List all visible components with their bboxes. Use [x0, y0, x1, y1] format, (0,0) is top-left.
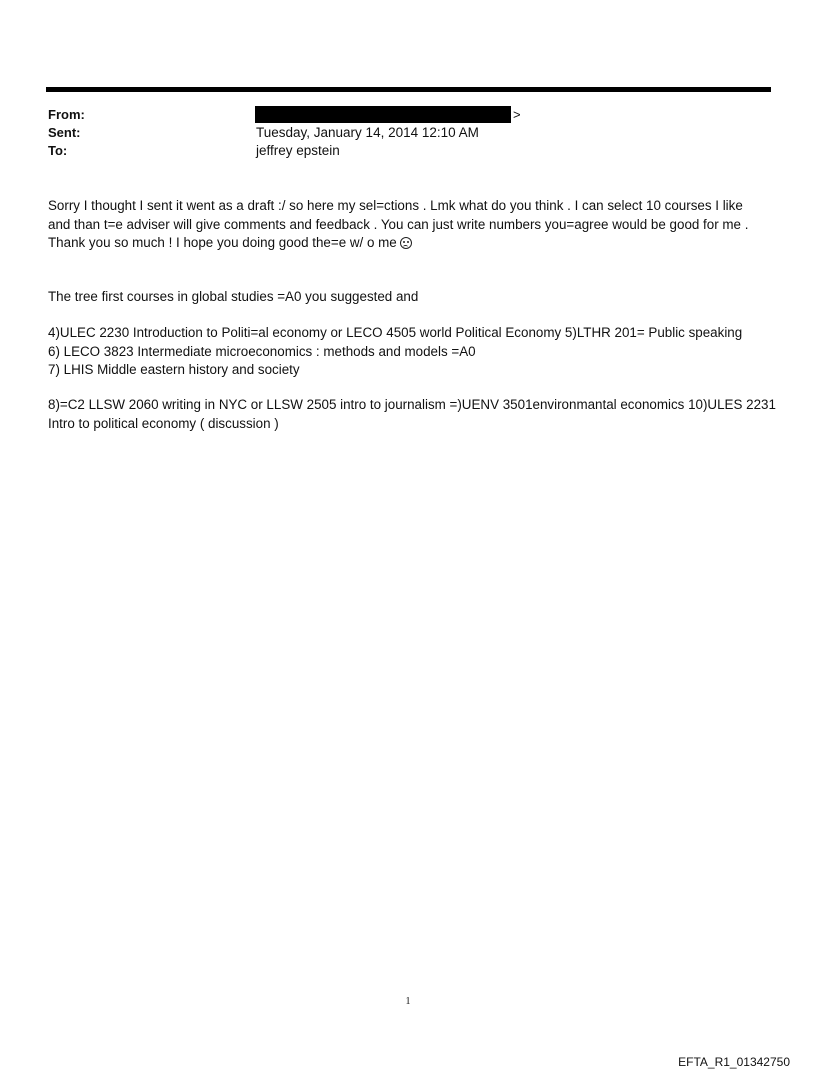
body-paragraph-1 — [48, 197, 773, 253]
document-id: EFTA_R1_01342750 — [678, 1055, 790, 1069]
from-label: From: — [48, 107, 85, 122]
sent-value: Tuesday, January 14, 2014 12:10 AM — [256, 125, 479, 140]
body-line: 4)ULEC 2230 Introduction to Politi=al economy or LECO 4505 world Political Economy 5)LTHR 201= Public speaking — [48, 325, 743, 340]
body-line: Intro to political economy ( discussion ) — [48, 415, 279, 431]
page-number: 1 — [405, 996, 411, 1007]
body-line: 8)=C2 LLSW 2060 writing in NYC or LLSW 2505 intro to journalism =)UENV 3501environmantal economics 10)ULES 2231 — [48, 397, 776, 412]
body-line-text: Thank you so much ! I hope you doing good the=e w/ o me — [48, 235, 397, 250]
from-value-suffix: > — [513, 107, 521, 122]
body-line: 6) LECO 3823 Intermediate microeconomics : methods and models =A0 — [48, 343, 476, 359]
to-label: To: — [48, 143, 68, 158]
redaction-bar — [255, 106, 511, 123]
header-rule — [46, 87, 771, 92]
body-paragraph-3 — [48, 324, 773, 380]
body-line: The tree first courses in global studies =A0 you suggested and — [48, 289, 419, 304]
to-value: jeffrey epstein — [256, 143, 340, 158]
body-line — [48, 234, 773, 253]
body-line: 7) LHIS Middle eastern history and society — [48, 362, 300, 377]
body-line: Sorry I thought I sent it went as a draft :/ so here my sel=ctions . Lmk what do you think . I can select 10 courses I like — [48, 198, 743, 213]
sent-label: Sent: — [48, 125, 81, 140]
body-line: and than t=e adviser will give comments and feedback . You can just write numbers you=agree would be good for me . — [48, 216, 749, 232]
body-paragraph-2 — [48, 288, 773, 307]
body-paragraph-4 — [48, 396, 776, 433]
frown-emoji-icon — [400, 237, 412, 249]
